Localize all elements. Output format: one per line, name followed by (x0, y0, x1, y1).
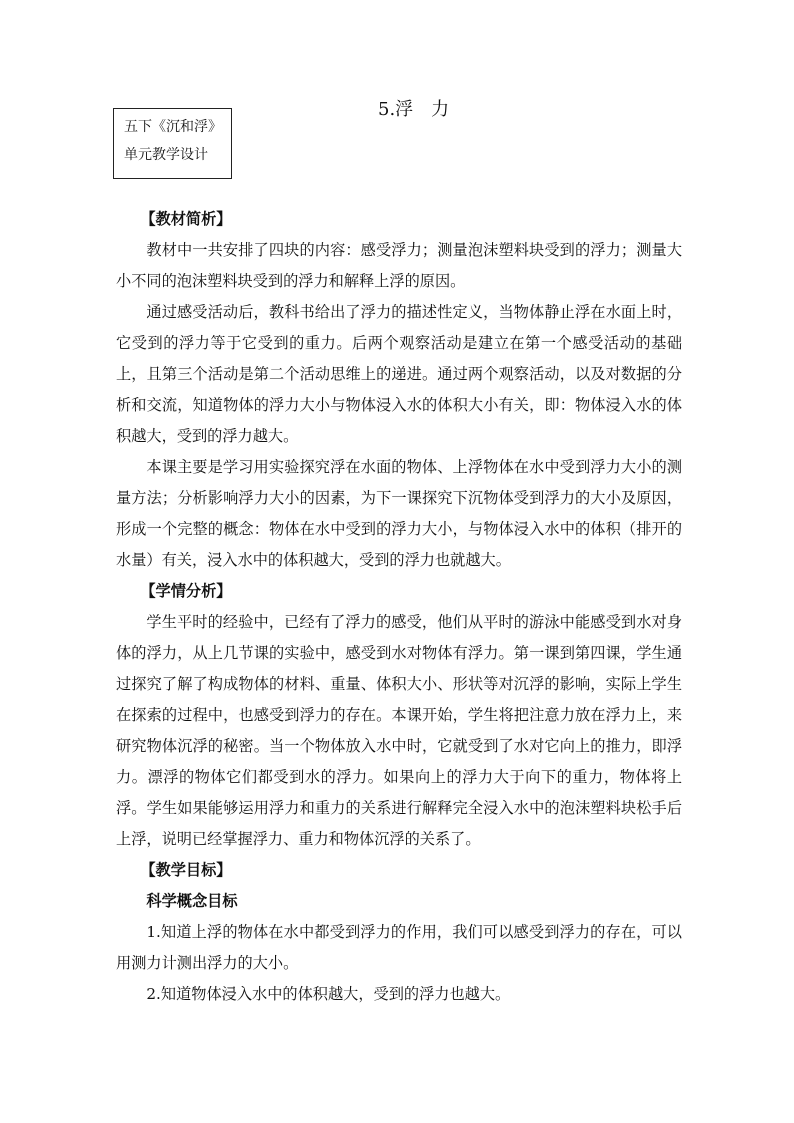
goal-item: 1.知道上浮的物体在水中都受到浮力的作用，我们可以感受到浮力的存在，可以用测力计测出浮力的大小。 (116, 923, 682, 972)
document-body (116, 204, 682, 1010)
section-heading-textbook: 【教材简析】 (140, 210, 232, 228)
section-heading-students: 【学情分析】 (140, 582, 232, 600)
section-heading-goals: 【教学目标】 (140, 861, 232, 879)
unit-title: 五下《沉和浮》 (124, 119, 222, 135)
lesson-title: 5.浮 力 (378, 99, 450, 120)
paragraph: 学生平时的经验中，已经有了浮力的感受，他们从平时的游泳中能感受到水对身体的浮力，从上几节课的实验中，感受到水对物体有浮力。第一课到第四课，学生通过探究了解了构成物体的材料、重量、体积大小、形状等对沉浮的影响，实际上学生在探索的过程中，也感受到浮力的存在。本课开始，学生将把注意力放在浮力上，来研究物体沉浮的秘密。当一个物体放入水中时，它就受到了水对它向上的推力，即浮力。漂浮的物体它们都受到水的浮力。如果向上的浮力大于向下的重力，物体将上浮。学生如果能够运用浮力和重力的关系进行解释完全浸入水中的泡沫塑料块松手后上浮，说明已经掌握浮力、重力和物体沉浮的关系了。 (116, 613, 682, 848)
goals-subheading: 科学概念目标 (146, 892, 238, 910)
paragraph: 通过感受活动后，教科书给出了浮力的描述性定义，当物体静止浮在水面上时，它受到的浮力等于它受到的重力。后两个观察活动是建立在第一个感受活动的基础上，且第三个活动是第二个活动思维上的递进。通过两个观察活动，以及对数据的分析和交流，知道物体的浮力大小与物体浸入水的体积大小有关，即：物体浸入水的体积越大，受到的浮力越大。 (116, 303, 682, 445)
paragraph: 本课主要是学习用实验探究浮在水面的物体、上浮物体在水中受到浮力大小的测量方法；分析影响浮力大小的因素，为下一课探究下沉物体受到浮力的大小及原因，形成一个完整的概念：物体在水中受到的浮力大小，与物体浸入水中的体积（排开的水量）有关，浸入水中的体积越大，受到的浮力也就越大。 (116, 458, 682, 569)
unit-subtitle: 单元教学设计 (124, 147, 208, 163)
paragraph: 教材中一共安排了四块的内容：感受浮力；测量泡沫塑料块受到的浮力；测量大小不同的泡沫塑料块受到的浮力和解释上浮的原因。 (116, 241, 682, 290)
goal-item: 2.知道物体浸入水中的体积越大，受到的浮力也越大。 (146, 985, 511, 1003)
unit-label-box (113, 108, 232, 179)
